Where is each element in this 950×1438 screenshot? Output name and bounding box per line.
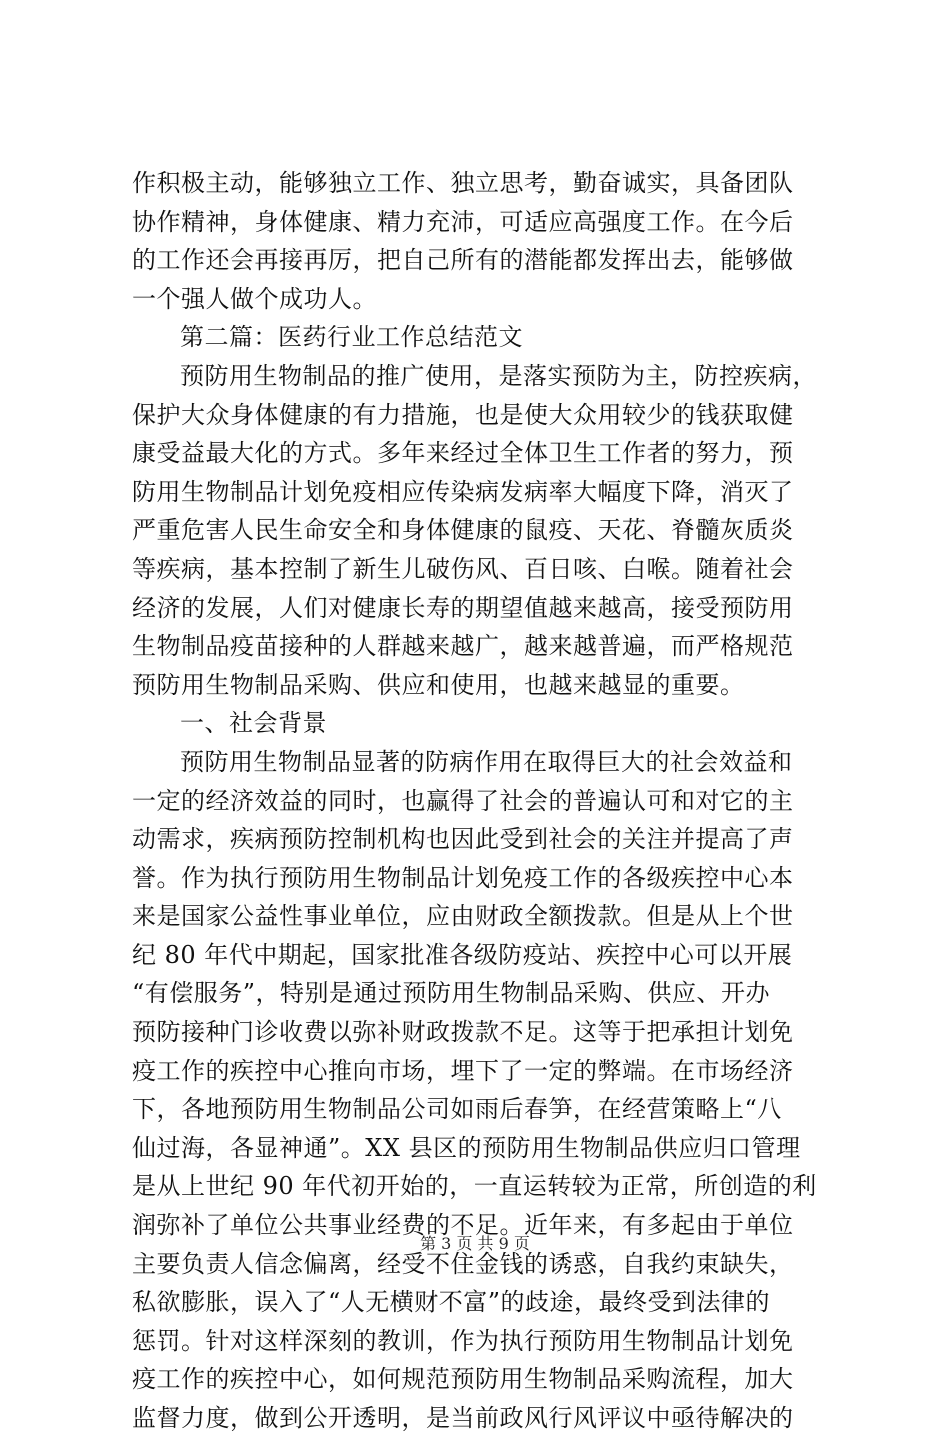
text-line: 预防接种门诊收费以弥补财政拨款不足。这等于把承担计划免 [132,1018,794,1047]
text-line: 仙过海，各显神通”。XX 县区的预防用生物制品供应归口管理 [132,1133,801,1162]
text-line: 预防用生物制品显著的防病作用在取得巨大的社会效益和 [180,747,793,776]
text-line: 预防用生物制品采购、供应和使用，也越来越显的重要。 [132,670,745,699]
text-line: 监督力度，做到公开透明，是当前政风行风评议中亟待解决的 [132,1404,794,1432]
text-line: 纪 80 年代中期起，国家批准各级防疫站、疾控中心可以开展 [132,940,793,969]
text-line: 经济的发展，人们对健康长寿的期望值越来越高，接受预防用 [132,593,794,622]
text-line: 等疾病，基本控制了新生儿破伤风、百日咳、白喉。随着社会 [132,554,794,583]
text-line: 来是国家公益性事业单位，应由财政全额拨款。但是从上个世 [132,902,794,931]
text-line: 疫工作的疾控中心，如何规范预防用生物制品采购流程，加大 [132,1365,794,1394]
text-line: 是从上世纪 90 年代初开始的，一直运转较为正常，所创造的利 [132,1172,817,1201]
page-footer: 第 3 页 共 9 页 [420,1234,530,1253]
text-line: 一个强人做个成功人。 [132,284,377,313]
text-line: 疫工作的疾控中心推向市场，埋下了一定的弊端。在市场经济 [132,1056,794,1085]
text-line: “有偿服务”，特别是通过预防用生物制品采购、供应、开办 [132,979,771,1008]
text-line: 润弥补了单位公共事业经费的不足。近年来，有多起由于单位 [132,1211,794,1240]
text-line: 惩罚。针对这样深刻的教训，作为执行预防用生物制品计划免 [132,1326,794,1355]
text-line: 主要负责人信念偏离，经受不住金钱的诱惑，自我约束缺失， [132,1249,794,1278]
text-line: 生物制品疫苗接种的人群越来越广，越来越普遍，而严格规范 [132,632,794,661]
text-line: 保护大众身体健康的有力措施，也是使大众用较少的钱获取健 [132,400,794,429]
text-line: 第二篇：医药行业工作总结范文 [180,323,523,352]
text-line: 严重危害人民生命安全和身体健康的鼠疫、天花、脊髓灰质炎 [132,516,794,545]
text-line: 作积极主动，能够独立工作、独立思考，勤奋诚实，具备团队 [132,169,794,197]
text-line: 私欲膨胀，误入了“人无横财不富”的歧途，最终受到法律的 [132,1288,771,1317]
text-line: 一定的经济效益的同时，也赢得了社会的普遍认可和对它的主 [132,786,794,815]
text-line: 的工作还会再接再厉，把自己所有的潜能都发挥出去，能够做 [132,246,794,275]
text-line: 康受益最大化的方式。多年来经过全体卫生工作者的努力，预 [132,439,794,468]
text-line: 防用生物制品计划免疫相应传染病发病率大幅度下降，消灭了 [132,477,794,506]
text-line: 下，各地预防用生物制品公司如雨后春笋，在经营策略上“八 [132,1095,782,1124]
text-line: 预防用生物制品的推广使用，是落实预防为主，防控疾病， [180,361,817,390]
text-line: 誉。作为执行预防用生物制品计划免疫工作的各级疾控中心本 [132,863,794,892]
text-line: 动需求，疾病预防控制机构也因此受到社会的关注并提高了声 [132,825,794,854]
text-line: 协作精神，身体健康、精力充沛，可适应高强度工作。在今后 [132,207,794,236]
text-line: 一、社会背景 [180,709,327,738]
